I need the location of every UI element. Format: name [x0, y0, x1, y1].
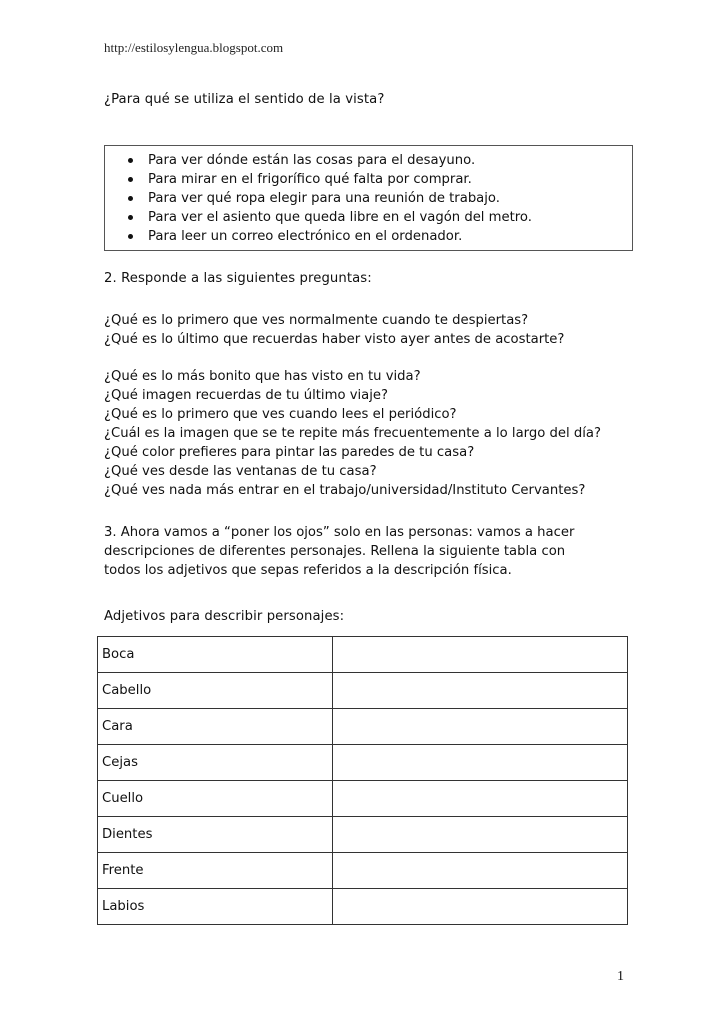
- list-item: Para leer un correo electrónico en el ordenador.: [105, 227, 532, 246]
- answer-cell[interactable]: [333, 817, 628, 853]
- table-row: [98, 817, 628, 853]
- adjectives-table: [97, 636, 628, 925]
- row-label: Labios: [98, 889, 333, 925]
- table-row: [98, 673, 628, 709]
- table-title: Adjetivos para describir personajes:: [104, 609, 345, 624]
- bullet-box: [104, 145, 633, 251]
- table-row: [98, 709, 628, 745]
- table-row: [98, 889, 628, 925]
- row-label: Cuello: [98, 781, 333, 817]
- table-row: [98, 853, 628, 889]
- section-3-line: todos los adjetivos que sepas referidos a la descripción física.: [104, 563, 512, 578]
- bullet-icon: [128, 158, 133, 163]
- bullet-icon: [128, 215, 133, 220]
- list-item: Para mirar en el frigorífico qué falta por comprar.: [105, 170, 532, 189]
- list-item: Para ver dónde están las cosas para el desayuno.: [105, 151, 532, 170]
- section-2-title: 2. Responde a las siguientes preguntas:: [104, 271, 372, 286]
- list-item: Para ver qué ropa elegir para una reunión de trabajo.: [105, 189, 532, 208]
- answer-cell[interactable]: [333, 709, 628, 745]
- row-label: Boca: [98, 637, 333, 673]
- question-line: ¿Qué es lo primero que ves cuando lees el periódico?: [104, 407, 457, 422]
- bullet-icon: [128, 177, 133, 182]
- answer-cell[interactable]: [333, 673, 628, 709]
- row-label: Frente: [98, 853, 333, 889]
- header-url: http://estilosylengua.blogspot.com: [104, 40, 284, 55]
- question-line: ¿Qué color prefieres para pintar las paredes de tu casa?: [104, 445, 475, 460]
- question-sight: ¿Para qué se utiliza el sentido de la vista?: [104, 92, 385, 107]
- table-row: [98, 637, 628, 673]
- list-item: Para ver el asiento que queda libre en el vagón del metro.: [105, 208, 532, 227]
- answer-cell[interactable]: [333, 889, 628, 925]
- section-3-intro: [104, 523, 574, 580]
- answer-cell[interactable]: [333, 853, 628, 889]
- questions-group-2: [104, 367, 601, 500]
- row-label: Cara: [98, 709, 333, 745]
- question-line: ¿Qué imagen recuerdas de tu último viaje?: [104, 388, 389, 403]
- bullet-icon: [128, 196, 133, 201]
- answer-cell[interactable]: [333, 637, 628, 673]
- bullet-list: [105, 151, 532, 246]
- question-line: ¿Qué es lo último que recuerdas haber visto ayer antes de acostarte?: [104, 332, 565, 347]
- question-line: ¿Qué es lo más bonito que has visto en tu vida?: [104, 369, 421, 384]
- questions-group-1: [104, 311, 564, 349]
- row-label: Cejas: [98, 745, 333, 781]
- bullet-icon: [128, 234, 133, 239]
- question-line: ¿Cuál es la imagen que se te repite más frecuentemente a lo largo del día?: [104, 426, 601, 441]
- row-label: Dientes: [98, 817, 333, 853]
- table-row: [98, 781, 628, 817]
- question-line: ¿Qué es lo primero que ves normalmente cuando te despiertas?: [104, 313, 529, 328]
- page-number: 1: [617, 969, 624, 984]
- section-3-line: 3. Ahora vamos a “poner los ojos” solo en las personas: vamos a hacer: [104, 525, 575, 540]
- question-line: ¿Qué ves nada más entrar en el trabajo/universidad/Instituto Cervantes?: [104, 483, 586, 498]
- answer-cell[interactable]: [333, 781, 628, 817]
- section-3-line: descripciones de diferentes personajes. Rellena la siguiente tabla con: [104, 544, 566, 559]
- table-row: [98, 745, 628, 781]
- question-line: ¿Qué ves desde las ventanas de tu casa?: [104, 464, 377, 479]
- row-label: Cabello: [98, 673, 333, 709]
- answer-cell[interactable]: [333, 745, 628, 781]
